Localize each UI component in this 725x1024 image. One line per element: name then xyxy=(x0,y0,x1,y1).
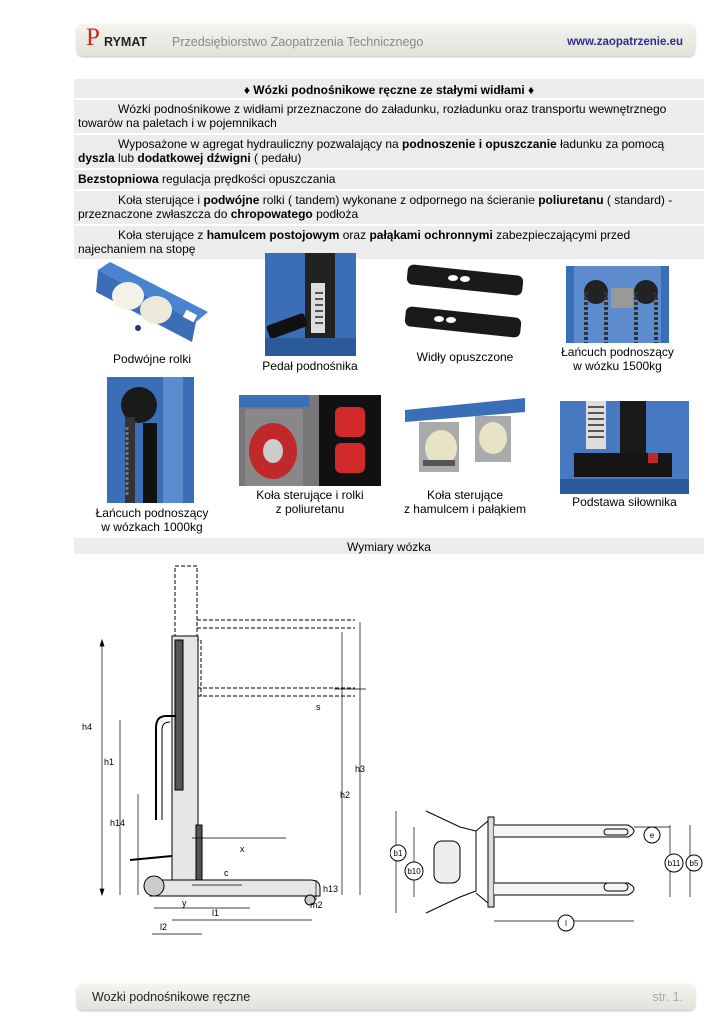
caption-forks-lowered: Widły opuszczone xyxy=(416,350,514,364)
brand-name: RYMAT xyxy=(104,35,148,49)
table-row: Bezstopniowa regulacja prędkości opuszczania xyxy=(74,168,704,189)
caption-pedal: Pedał podnośnika xyxy=(262,359,358,373)
table-row: Koła sterujące i podwójne rolki ( tandem) wykonane z odpornego na ścieranie poliuretanu ( standard) - przeznaczone zwłaszcza do chropowatego podłoża xyxy=(74,189,704,224)
caption-chain-1000 xyxy=(92,506,212,534)
caption-brake-wheels-line2: z hamulcem i pałąkiem xyxy=(403,502,527,516)
label-h13: h13 xyxy=(323,884,339,894)
footer-title: Wozki podnośnikowe ręczne xyxy=(92,990,251,1004)
label-h3: h3 xyxy=(355,764,366,774)
feature-table xyxy=(74,77,704,259)
label-x: x xyxy=(240,844,245,854)
table-title: ♦ Wózki podnośnikowe ręczne ze stałymi widłami ♦ xyxy=(74,77,704,98)
table-row: Koła sterujące z hamulcem postojowym oraz pałąkami ochronnymi zabezpieczającymi przed najechaniem na stopę xyxy=(74,224,704,259)
label-c: c xyxy=(224,868,229,878)
caption-cylinder-base: Podstawa siłownika xyxy=(572,495,677,509)
table-row: Wózki podnośnikowe z widłami przeznaczone do załadunku, rozładunku oraz transportu wewnętrznego towarów na paletach i w pojemnikach xyxy=(74,98,704,133)
label-y: y xyxy=(182,898,187,908)
top-view-drawing xyxy=(390,805,710,940)
label-m2: m2 xyxy=(310,900,323,910)
company-description: Przedsiębiorstwo Zaopatrzenia Technicznego xyxy=(172,35,424,49)
label-e: e xyxy=(649,831,655,840)
chain-1500-photo xyxy=(566,266,669,343)
brake-wheels-photo xyxy=(405,398,525,482)
forks-lowered-photo xyxy=(405,264,525,344)
cylinder-base-photo xyxy=(560,401,689,494)
double-rollers-photo xyxy=(96,262,208,344)
caption-brake-wheels-line1: Koła sterujące xyxy=(426,488,504,502)
website-link[interactable]: www.zaopatrzenie.eu xyxy=(567,36,683,48)
label-s: s xyxy=(316,702,321,712)
label-b11: b11 xyxy=(667,859,681,868)
label-h4: h4 xyxy=(82,722,93,732)
dimensions-title: Wymiary wózka xyxy=(74,536,704,554)
label-h14: h14 xyxy=(110,818,126,828)
label-h1: h1 xyxy=(104,757,115,767)
chain-1000-photo xyxy=(107,377,194,503)
caption-chain-1000-line1: Łańcuch podnoszący xyxy=(95,506,209,520)
polyurethane-wheels-photo xyxy=(239,395,381,486)
caption-polyurethane-wheels-line1: Koła sterujące i rolki xyxy=(256,488,364,502)
caption-polyurethane-wheels-line2: z poliuretanu xyxy=(275,502,345,516)
caption-brake-wheels xyxy=(395,488,535,516)
label-h2: h2 xyxy=(340,790,351,800)
label-l1: l1 xyxy=(212,908,220,918)
label-b1: b1 xyxy=(393,849,403,858)
table-row: Wyposażone w agregat hydrauliczny pozwalający na podnoszenie i opuszczanie ładunku za pomocą dyszla lub dodatkowej dźwigni ( pedału) xyxy=(74,133,704,168)
pedal-photo xyxy=(265,253,356,356)
page-footer xyxy=(77,984,695,1010)
label-b5: b5 xyxy=(689,859,699,868)
label-l2: l2 xyxy=(160,922,168,932)
caption-chain-1000-line2: w wózkach 1000kg xyxy=(101,520,203,534)
caption-chain-1500-line1: Łańcuch podnoszący xyxy=(561,345,674,359)
side-view-drawing xyxy=(80,560,370,940)
caption-chain-1500 xyxy=(556,345,679,373)
brand-letter-p: P xyxy=(86,24,100,51)
caption-double-rollers: Podwójne rolki xyxy=(112,352,192,366)
page-header xyxy=(77,24,695,56)
page-number: str. 1. xyxy=(652,990,683,1004)
caption-polyurethane-wheels xyxy=(239,488,381,516)
label-b10: b10 xyxy=(407,867,421,876)
caption-chain-1500-line2: w wózku 1500kg xyxy=(573,359,662,373)
label-l: l xyxy=(565,919,567,928)
